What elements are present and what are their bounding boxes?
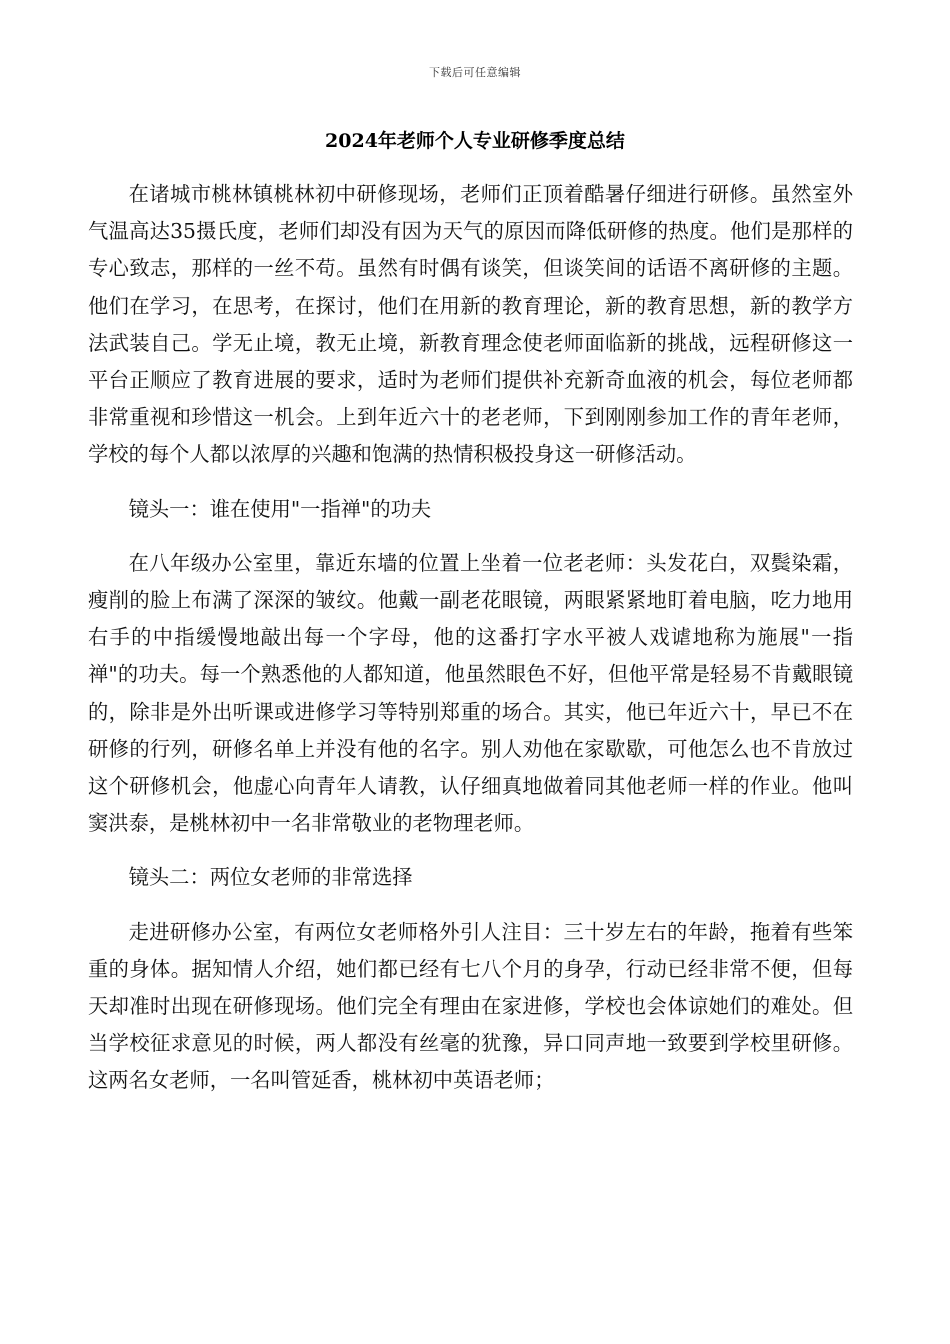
document-body bbox=[88, 176, 853, 1100]
section-heading-scene-one: 镜头一：谁在使用"一指禅"的功夫 bbox=[128, 496, 432, 521]
paragraph-scene-one: 在八年级办公室里，靠近东墙的位置上坐着一位老老师：头发花白，双鬓染霜，瘦削的脸上布满了深深的皱纹。他戴一副老花眼镜，两眼紧紧地盯着电脑，吃力地用右手的中指缓慢地敲出每一个字母，他的这番打字水平被人戏谑地称为施展"一指禅"的功夫。每一个熟悉他的人都知道，他虽然眼色不好，但他平常是轻易不肯戴眼镜的，除非是外出听课或进修学习等特别郑重的场合。其实，他已年近六十，早已不在研修的行列，研修名单上并没有他的名字。别人劝他在家歇歇，可他怎么也不肯放过这个研修机会，他虚心向青年人请教，认仔细真地做着同其他老师一样的作业。他叫窦洪泰，是桃林初中一名非常敬业的老物理老师。 bbox=[88, 550, 853, 836]
paragraph-intro: 在诸城市桃林镇桃林初中研修现场，老师们正顶着酷暑仔细进行研修。虽然室外气温高达35摄氏度，老师们却没有因为天气的原因而降低研修的热度。他们是那样的专心致志，那样的一丝不苟。虽然有时偶有谈笑，但谈笑间的话语不离研修的主题。他们在学习，在思考，在探讨，他们在用新的教育理论，新的教育思想，新的教学方法武装自己。学无止境，教无止境，新教育理念使老师面临新的挑战，远程研修这一平台正顺应了教育进展的要求，适时为老师们提供补充新奇血液的机会，每位老师都非常重视和珍惜这一机会。上到年近六十的老老师，下到刚刚参加工作的青年老师，学校的每个人都以浓厚的兴趣和饱满的热情积极投身这一研修活动。 bbox=[88, 182, 853, 467]
header-note: 下载后可任意编辑 bbox=[429, 66, 521, 79]
section-heading-scene-two: 镜头二：两位女老师的非常选择 bbox=[128, 865, 413, 890]
paragraph-scene-two: 走进研修办公室，有两位女老师格外引人注目：三十岁左右的年龄，拖着有些笨重的身体。据知情人介绍，她们都已经有七八个月的身孕，行动已经非常不便，但每天却准时出现在研修现场。他们完全有理由在家进修，学校也会体谅她们的难处。但当学校征求意见的时候，两人都没有丝毫的犹豫，异口同声地一致要到学校里研修。这两名女老师，一名叫管延香，桃林初中英语老师； bbox=[88, 919, 853, 1093]
document-title: 2024年老师个人专业研修季度总结 bbox=[325, 130, 625, 152]
